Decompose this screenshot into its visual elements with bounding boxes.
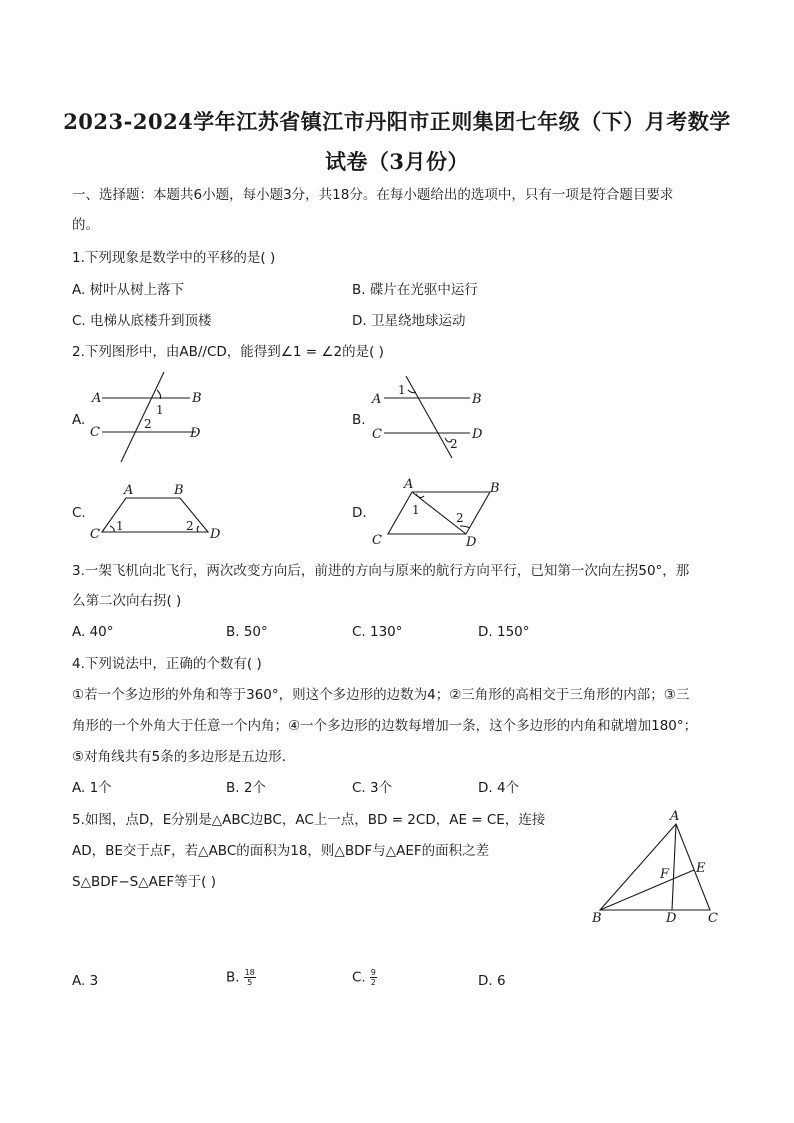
q3-stem-line2: 么第二次向右拐( )	[72, 593, 182, 609]
q3-option-c: C. 130°	[352, 624, 403, 640]
angle-label-2: 2	[450, 437, 458, 451]
angle-label-2: 2	[144, 417, 152, 431]
q2-figure-a	[88, 368, 218, 464]
q4-statements-line2: 角形的一个外角大于任意一个内角；④一个多边形的边数每增加一条，这个多边形的内角和就增加180°；	[72, 718, 698, 734]
q3-stem-line1: 3.一架飞机向北飞行，两次改变方向后，前进的方向与原来的航行方向平行，已知第一次向左拐50°，那	[72, 563, 690, 579]
q5-option-c-letter: C.	[352, 969, 366, 986]
angle-label-2: 2	[456, 511, 464, 525]
q1-option-c: C. 电梯从底楼升到顶楼	[72, 313, 212, 329]
q2-figure-d	[368, 476, 508, 548]
q5-stem-line3: S△BDF−S△AEF等于( )	[72, 874, 216, 890]
q5-option-d: D. 6	[478, 973, 506, 989]
point-label-c: C	[90, 425, 100, 440]
section-instructions-cont: 的。	[72, 217, 99, 233]
exam-title-line1: 2023-2024学年江苏省镇江市丹阳市正则集团七年级（下）月考数学	[63, 109, 731, 134]
q4-option-d: D. 4个	[478, 780, 520, 796]
point-label-c: C	[372, 533, 382, 548]
angle-label-1: 1	[398, 383, 406, 397]
point-label-b: B	[472, 392, 482, 407]
q5-stem-line2: AD，BE交于点F，若△ABC的面积为18，则△BDF与△AEF的面积之差	[72, 843, 490, 859]
q2-option-d-letter: D.	[352, 505, 367, 521]
point-label-a: A	[92, 391, 102, 406]
q4-stem: 4.下列说法中，正确的个数有( )	[72, 656, 262, 672]
point-label-f: F	[660, 867, 670, 882]
q1-option-d: D. 卫星绕地球运动	[352, 313, 466, 329]
point-label-b: B	[490, 481, 500, 496]
point-label-d: D	[472, 427, 483, 442]
point-label-a: A	[124, 483, 134, 498]
q5-option-c	[352, 968, 377, 987]
q2-figure-b	[368, 372, 498, 464]
q2-option-c-letter: C.	[72, 505, 86, 521]
point-label-b: B	[592, 911, 602, 926]
point-label-a: A	[670, 809, 680, 824]
point-label-b: B	[192, 391, 202, 406]
q3-option-d: D. 150°	[478, 624, 530, 640]
q3-option-b: B. 50°	[226, 624, 268, 640]
angle-label-1: 1	[156, 403, 164, 417]
q5-option-b	[226, 968, 256, 987]
angle-label-2: 2	[186, 519, 194, 533]
point-label-d: D	[466, 535, 477, 548]
q5-option-a: A. 3	[72, 973, 99, 989]
q3-option-a: A. 40°	[72, 624, 114, 640]
q4-option-c: C. 3个	[352, 780, 393, 796]
q2-option-a-letter: A.	[72, 412, 86, 428]
q5-option-c-fraction	[370, 968, 377, 987]
fraction-denominator: 2	[370, 978, 376, 987]
point-label-d: D	[210, 527, 221, 540]
q1-option-a: A. 树叶从树上落下	[72, 282, 185, 298]
q2-stem: 2.下列图形中，由AB//CD，能得到∠1 = ∠2的是( )	[72, 344, 384, 360]
q5-option-b-letter: B.	[226, 969, 240, 986]
point-label-e: E	[696, 861, 706, 876]
fraction-denominator: 5	[247, 978, 253, 987]
point-label-c: C	[708, 911, 718, 926]
exam-title-line2: 试卷（3月份）	[324, 149, 470, 174]
angle-label-1: 1	[412, 503, 420, 517]
q1-option-b: B. 碟片在光驱中运行	[352, 282, 478, 298]
q4-statements-line3: ⑤对角线共有5条的多边形是五边形．	[72, 749, 296, 765]
point-label-d: D	[190, 426, 201, 441]
q4-statements-line1: ①若一个多边形的外角和等于360°，则这个多边形的边数为4；②三角形的高相交于三角形的内部；③三	[72, 687, 690, 703]
q4-option-a: A. 1个	[72, 780, 112, 796]
q2-option-b-letter: B.	[352, 412, 366, 428]
fraction-numerator: 9	[370, 968, 376, 977]
q5-stem-line1: 5.如图，点D，E分别是△ABC边BC，AC上一点，BD = 2CD，AE = CE，连接	[72, 812, 546, 828]
section-instructions: 一、选择题：本题共6小题，每小题3分，共18分。在每小题给出的选项中，只有一项是符合题目要求	[72, 187, 674, 203]
q1-stem: 1.下列现象是数学中的平移的是( )	[72, 250, 276, 266]
point-label-c: C	[372, 427, 382, 442]
point-label-b: B	[174, 483, 184, 498]
q4-option-b: B. 2个	[226, 780, 266, 796]
point-label-a: A	[404, 477, 414, 492]
fraction-numerator: 18	[244, 968, 255, 977]
point-label-a: A	[372, 392, 382, 407]
angle-label-1: 1	[116, 519, 124, 533]
q2-figure-c	[88, 480, 228, 540]
q5-option-b-fraction	[244, 968, 256, 987]
point-label-d: D	[666, 911, 677, 926]
point-label-c: C	[90, 527, 100, 540]
q5-triangle-figure	[586, 808, 726, 930]
